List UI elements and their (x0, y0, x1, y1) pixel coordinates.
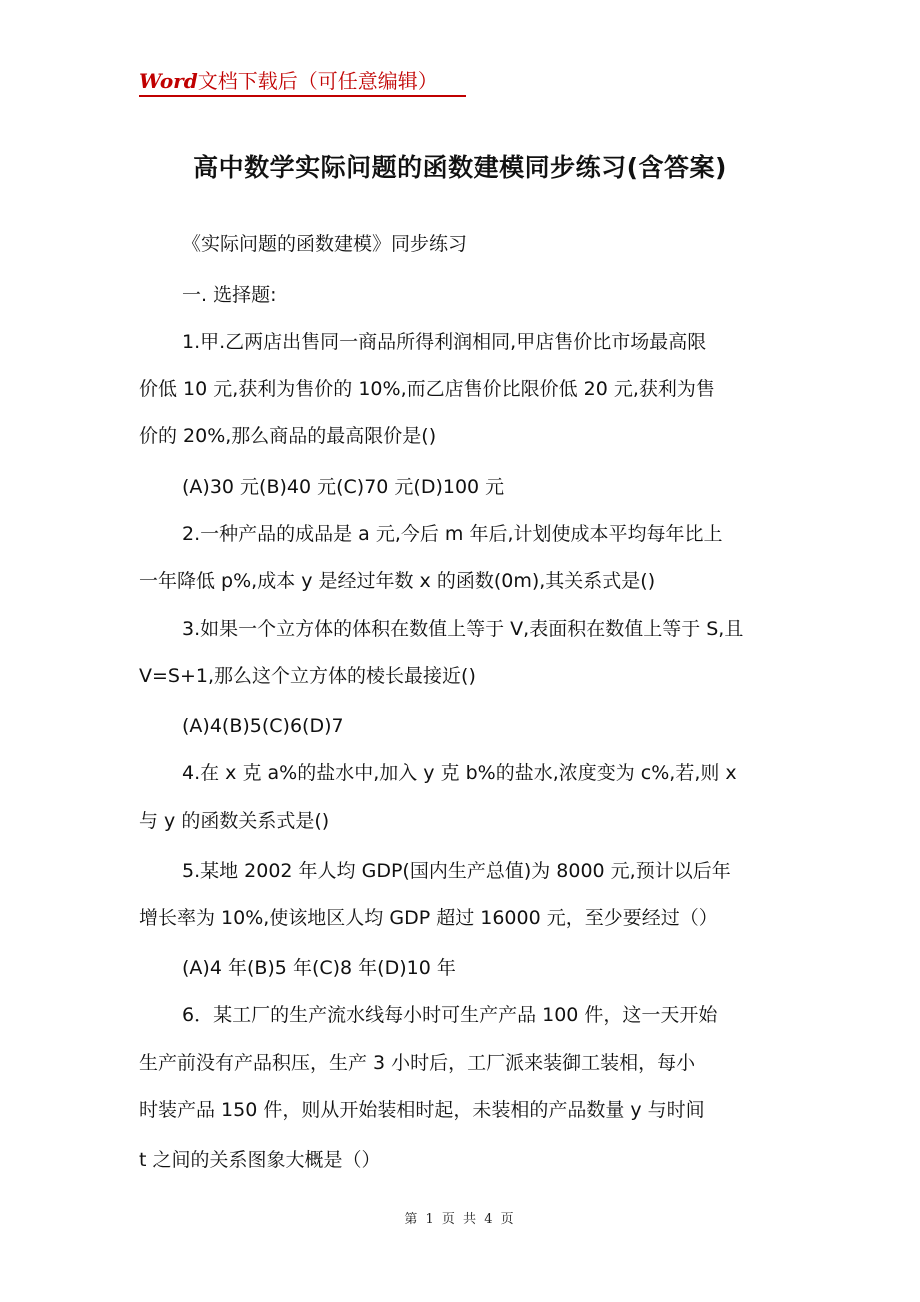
question-2-line-2: 一年降低 p%,成本 y 是经过年数 x 的函数(0m),其关系式是() (139, 570, 656, 592)
question-3-options: (A)4(B)5(C)6(D)7 (182, 715, 344, 737)
question-1-line-3: 价的 20%,那么商品的最高限价是() (139, 425, 437, 447)
question-4-line-2: 与 y 的函数关系式是() (139, 810, 330, 832)
question-6-line-3: 时装产品 150 件，则从开始装相时起，未装相的产品数量 y 与时间 (139, 1099, 705, 1121)
question-1-line-2: 价低 10 元,获利为售价的 10%,而乙店售价比限价低 20 元,获利为售 (139, 378, 715, 400)
page-number: 第 1 页 共 4 页 (404, 1212, 516, 1227)
question-6-line-1: 6．某工厂的生产流水线每小时可生产产品 100 件，这一天开始 (182, 1004, 718, 1026)
banner-underline (139, 95, 466, 97)
document-title: 高中数学实际问题的函数建模同步练习(含答案) (193, 153, 727, 182)
section-heading: 一. 选择题: (182, 284, 277, 306)
download-banner[interactable] (139, 66, 438, 96)
question-5-line-2: 增长率为 10%,使该地区人均 GDP 超过 16000 元，至少要经过（） (139, 907, 718, 929)
question-5-line-1: 5.某地 2002 年人均 GDP(国内生产总值)为 8000 元,预计以后年 (182, 860, 731, 882)
question-6-line-4: t 之间的关系图象大概是（） (139, 1149, 381, 1171)
question-2-line-1: 2.一种产品的成品是 a 元,今后 m 年后,计划使成本平均每年比上 (182, 523, 723, 545)
banner-brand: Word (139, 69, 198, 93)
banner-text: 文档下载后（可任意编辑） (197, 69, 438, 93)
question-1-options: (A)30 元(B)40 元(C)70 元(D)100 元 (182, 476, 505, 498)
question-1-line-1: 1.甲.乙两店出售同一商品所得利润相同,甲店售价比市场最高限 (182, 331, 707, 353)
question-4-line-1: 4.在 x 克 a%的盐水中,加入 y 克 b%的盐水,浓度变为 c%,若,则 x (182, 762, 737, 784)
question-5-options: (A)4 年(B)5 年(C)8 年(D)10 年 (182, 957, 456, 979)
section-subtitle: 《实际问题的函数建模》同步练习 (182, 233, 468, 255)
question-3-line-1: 3.如果一个立方体的体积在数值上等于 V,表面积在数值上等于 S,且 (182, 618, 744, 640)
question-6-line-2: 生产前没有产品积压，生产 3 小时后，工厂派来装御工装相，每小 (139, 1052, 696, 1074)
question-3-line-2: V=S+1,那么这个立方体的棱长最接近() (139, 665, 476, 687)
